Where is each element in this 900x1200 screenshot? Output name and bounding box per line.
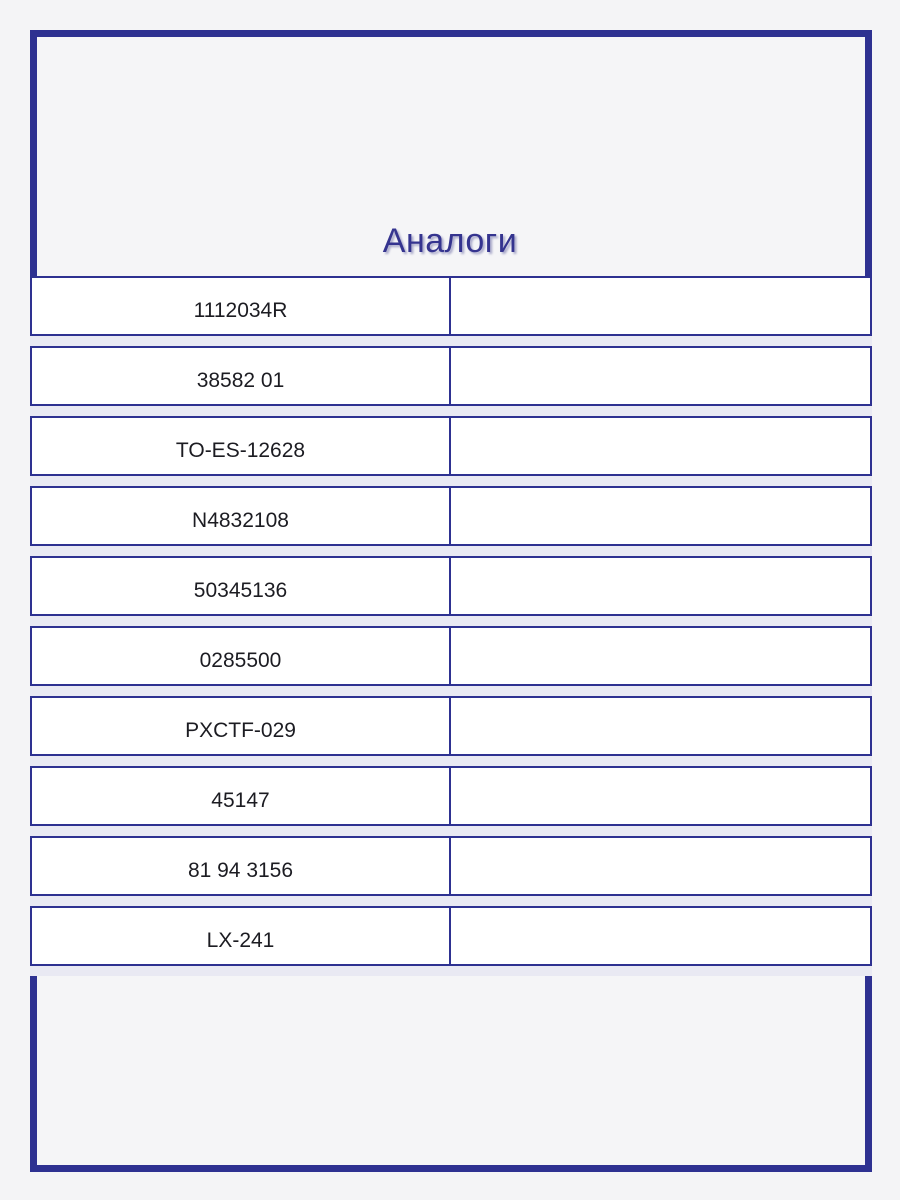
analog-code-cell: 45147 (30, 766, 451, 826)
table-row (30, 906, 872, 976)
empty-cell (449, 346, 872, 406)
table-row (30, 836, 872, 906)
table-row (30, 416, 872, 486)
analog-code-cell: N4832108 (30, 486, 451, 546)
analog-code-cell: 50345136 (30, 556, 451, 616)
analog-code-cell: 1112034R (30, 276, 451, 336)
table-row (30, 556, 872, 626)
empty-cell (449, 486, 872, 546)
analogs-table (30, 276, 872, 976)
analog-code-cell: 0285500 (30, 626, 451, 686)
table-row (30, 626, 872, 696)
empty-cell (449, 626, 872, 686)
empty-cell (449, 906, 872, 966)
page-title: Аналоги (382, 222, 518, 260)
analog-code-cell: 81 94 3156 (30, 836, 451, 896)
table-row (30, 346, 872, 416)
empty-cell (449, 416, 872, 476)
table-row (30, 276, 872, 346)
empty-cell (449, 556, 872, 616)
analog-code-cell: TO-ES-12628 (30, 416, 451, 476)
empty-cell (449, 836, 872, 896)
table-row (30, 486, 872, 556)
empty-cell (449, 696, 872, 756)
analog-code-cell: LX-241 (30, 906, 451, 966)
analog-code-cell: 38582 01 (30, 346, 451, 406)
table-row (30, 766, 872, 836)
empty-cell (449, 276, 872, 336)
empty-cell (449, 766, 872, 826)
table-row (30, 696, 872, 766)
analog-code-cell: PXCTF-029 (30, 696, 451, 756)
